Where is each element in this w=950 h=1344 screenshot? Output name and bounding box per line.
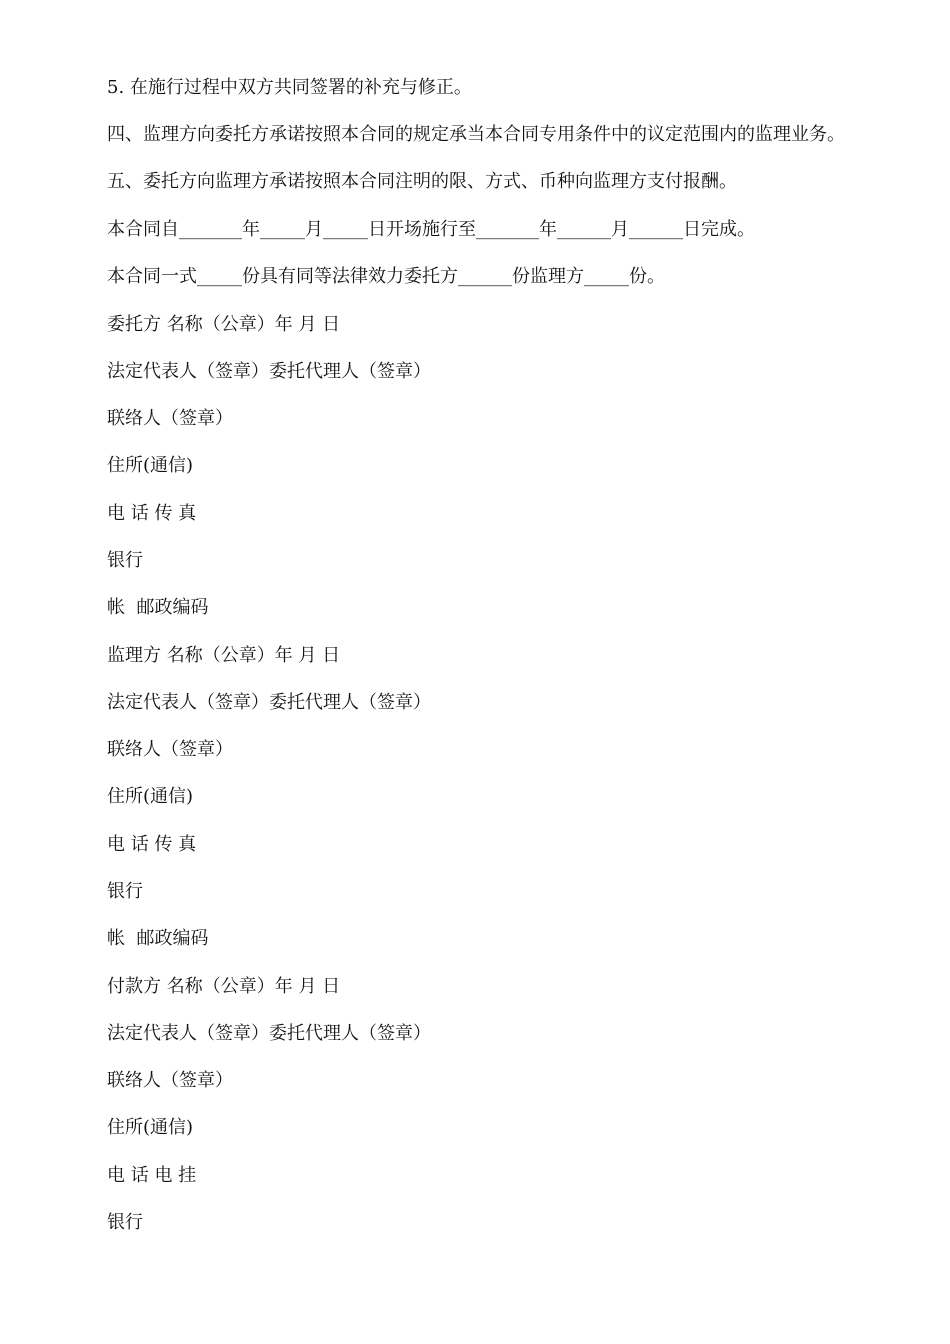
supervisor-phone-fax: 电 话 传 真 (107, 834, 197, 855)
clause-five-client-commitment: 五、委托方向监理方承诺按照本合同注明的限、方式、币种向监理方支付报酬。 (107, 171, 737, 192)
client-address: 住所(通信) (107, 455, 194, 476)
contract-copies-line: 本合同一式_____份具有同等法律效力委托方______份监理方_____份。 (107, 266, 665, 287)
client-account-postcode: 帐 邮政编码 (107, 597, 209, 618)
clause-5-supplement: 5. 在施行过程中双方共同签署的补充与修正。 (107, 77, 472, 98)
payer-legal-rep: 法定代表人（签章）委托代理人（签章） (107, 1023, 431, 1044)
client-contact: 联络人（签章） (107, 408, 233, 429)
payer-contact: 联络人（签章） (107, 1070, 233, 1091)
client-name-seal: 委托方 名称（公章）年 月 日 (107, 314, 341, 335)
payer-address: 住所(通信) (107, 1117, 194, 1138)
payer-phone-telegram: 电 话 电 挂 (107, 1165, 197, 1186)
supervisor-name-seal: 监理方 名称（公章）年 月 日 (107, 645, 341, 666)
client-phone-fax: 电 话 传 真 (107, 503, 197, 524)
payer-name-seal: 付款方 名称（公章）年 月 日 (107, 976, 341, 997)
supervisor-address: 住所(通信) (107, 786, 194, 807)
supervisor-account-postcode: 帐 邮政编码 (107, 928, 209, 949)
contract-term-line: 本合同自_______年_____月_____日开场施行至_______年______月______日完成。 (107, 219, 755, 240)
client-legal-rep: 法定代表人（签章）委托代理人（签章） (107, 361, 431, 382)
payer-bank: 银行 (107, 1212, 143, 1233)
clause-four-supervisor-commitment: 四、监理方向委托方承诺按照本合同的规定承当本合同专用条件中的议定范围内的监理业务。 (107, 124, 845, 145)
client-bank: 银行 (107, 550, 143, 571)
supervisor-bank: 银行 (107, 881, 143, 902)
supervisor-legal-rep: 法定代表人（签章）委托代理人（签章） (107, 692, 431, 713)
supervisor-contact: 联络人（签章） (107, 739, 233, 760)
